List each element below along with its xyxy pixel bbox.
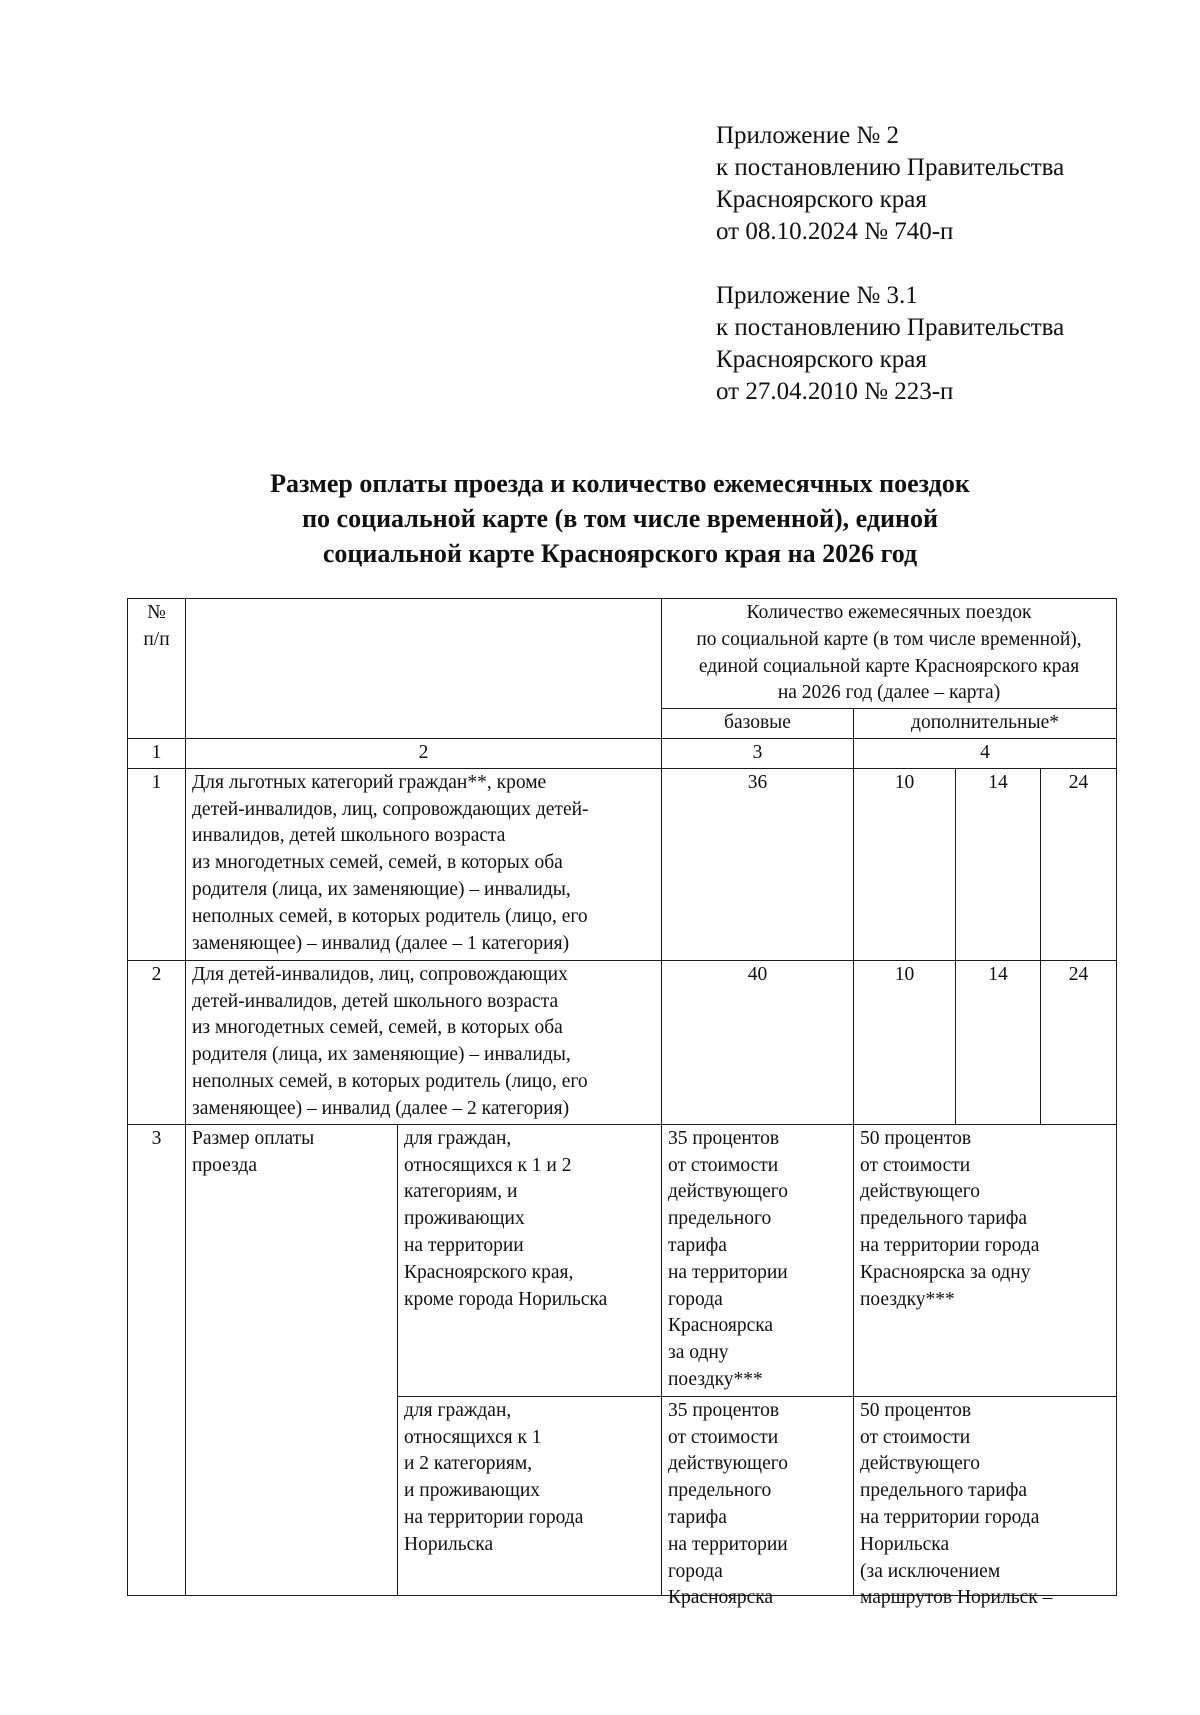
row-recipient-group: для граждан, относящихся к 1 и 2 категориям, и проживающих на территории Красноярского края, кроме города Норильска xyxy=(398,1124,662,1396)
header-trips-count: Количество ежемесячных поездок по социальной карте (в том числе временной), единой социальной карте Красноярского края на 2026 год (далее – карта) xyxy=(662,599,1117,709)
row-additional-trips: 24 xyxy=(1041,768,1117,960)
table-row xyxy=(128,768,1117,960)
column-number: 2 xyxy=(186,738,662,768)
header-num: № п/п xyxy=(128,599,186,739)
column-number-row xyxy=(128,738,1117,768)
row-basic-fare: 35 процентов от стоимости действующего предельного тарифа на территории города Красноярска за одну поездку*** xyxy=(662,1124,854,1396)
header-additional: дополнительные* xyxy=(854,709,1117,739)
row-basic-trips: 36 xyxy=(662,768,854,960)
header-empty xyxy=(186,599,662,739)
row-additional-fare: 50 процентов от стоимости действующего предельного тарифа на территории города Норильска (за исключением маршрутов Норильск – xyxy=(860,1399,1053,1609)
document-title xyxy=(180,466,1060,571)
table-header-row xyxy=(128,599,1117,709)
row-additional-trips: 10 xyxy=(854,960,956,1124)
row-num: 3 xyxy=(128,1124,186,1595)
tariff-table xyxy=(127,598,1117,1609)
column-number: 3 xyxy=(662,738,854,768)
row-num: 2 xyxy=(128,960,186,1124)
annex-date: от 08.10.2024 № 740-п xyxy=(716,218,954,245)
row-additional-trips: 10 xyxy=(854,768,956,960)
title-line: по социальной карте (в том числе временной), единой xyxy=(302,504,938,533)
table-row xyxy=(128,1124,1117,1396)
row-additional-trips: 14 xyxy=(956,768,1041,960)
row-category-text: Для детей-инвалидов, лиц, сопровождающих детей-инвалидов, детей школьного возраста из многодетных семей, семей, в которых оба родителя (лица, их заменяющие) – инвалиды, неполных семей, в которых родитель (лицо, его заменяющее) – инвалид (далее – 2 категория) xyxy=(186,960,662,1124)
row-additional-trips: 14 xyxy=(956,960,1041,1124)
title-line: Размер оплаты проезда и количество ежемесячных поездок xyxy=(270,469,970,498)
column-number: 1 xyxy=(128,738,186,768)
annex-ref-line: Красноярского края xyxy=(716,186,927,213)
header-basic: базовые xyxy=(662,709,854,739)
row-additional-trips: 24 xyxy=(1041,960,1117,1124)
annex-date: от 27.04.2010 № 223-п xyxy=(716,378,954,405)
row-category-text: Для льготных категорий граждан**, кроме детей-инвалидов, лиц, сопровождающих детей- инвалидов, детей школьного возраста из многодетных семей, семей, в которых оба родителя (лица, их заменяющие) – инвалиды, неполных семей, в которых родитель (лицо, его заменяющее) – инвалид (далее – 1 категория) xyxy=(186,768,662,960)
annex-ref-line: к постановлению Правительства xyxy=(716,154,1065,181)
table-row xyxy=(128,960,1117,1124)
annex-ref-line: Красноярского края xyxy=(716,346,927,373)
annex-number: Приложение № 3.1 xyxy=(716,282,918,309)
row-recipient-group: для граждан, относящихся к 1 и 2 категориям, и проживающих на территории города Норильска xyxy=(398,1396,662,1595)
row-additional-fare: 50 процентов от стоимости действующего предельного тарифа на территории города Красноярска за одну поездку*** xyxy=(854,1124,1117,1396)
title-line: социальной карте Красноярского края на 2026 год xyxy=(322,539,918,568)
row-basic-fare: 35 процентов от стоимости действующего предельного тарифа на территории города Красноярска xyxy=(668,1399,788,1609)
annex-2-reference xyxy=(716,120,1064,248)
row-basic-trips: 40 xyxy=(662,960,854,1124)
annex-ref-line: к постановлению Правительства xyxy=(716,314,1065,341)
column-number: 4 xyxy=(854,738,1117,768)
annex-number: Приложение № 2 xyxy=(716,122,900,149)
annex-3-1-reference xyxy=(716,280,1064,408)
row-num: 1 xyxy=(128,768,186,960)
row-payment-label: Размер оплаты проезда xyxy=(186,1124,398,1595)
